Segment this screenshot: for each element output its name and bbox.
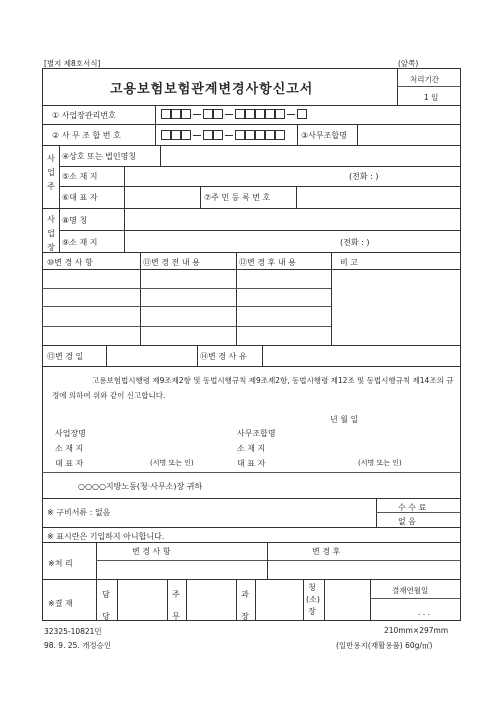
agency-signer-address-label: 소 재 지 (237, 444, 266, 453)
agency-signer-representative-label: 대 표 자 (237, 459, 266, 468)
approval-label: ※결 재 (48, 599, 73, 608)
page-side: (앞쪽) (398, 59, 419, 68)
form-number: [별지 제8호서식] (44, 59, 101, 68)
change-item-header: ⑩변 경 사 항 (47, 258, 93, 267)
signer-representative-label: 대 표 자 (55, 459, 84, 468)
signer-sign-or-seal[interactable]: (서명 또는 인) (150, 459, 194, 467)
addressee: ○○○○지방노동(청·사무소)장 귀하 (78, 482, 203, 491)
employer-group-label: 사 업 주 (47, 154, 55, 191)
processing-period-label: 처리기간 (410, 75, 439, 84)
employer-address-label: ⑤소 재 지 (62, 172, 98, 181)
remarks-header: 비 고 (340, 258, 358, 267)
processing-label: ※처 리 (48, 559, 73, 568)
approval-section-chief-cell[interactable]: 과 장 (241, 590, 249, 621)
resident-number-label: ⑦주 민 등 록 번 호 (204, 193, 271, 202)
form-code: 32325-10821민 (44, 627, 102, 636)
processing-after-header: 변 경 후 (312, 547, 341, 556)
paper-size: 210mm×297mm (384, 626, 449, 635)
before-content-header: ⑪변 경 전 내 용 (143, 258, 200, 267)
after-content-header: ⑫변 경 후 내 용 (239, 258, 296, 267)
signer-address-label: 소 재 지 (55, 444, 84, 453)
workplace-phone[interactable]: (전화 : ) (340, 238, 370, 247)
processing-change-header: 변 경 사 항 (132, 547, 171, 556)
fee-label: 수 수 료 (398, 503, 427, 512)
form-title: 고용보험보험관계변경사항신고서 (110, 82, 314, 97)
workplace-name-label: ⑧명 칭 (62, 216, 88, 225)
change-date-label: ⑬변 경 일 (47, 352, 84, 361)
approval-date-label: 결재연월일 (392, 586, 429, 595)
fee-value: 없 음 (398, 517, 416, 526)
representative-label: ⑥대 표 자 (62, 193, 98, 202)
agency-number-label: ② 사 무 조 합 번 호 (52, 131, 121, 140)
business-id-label: ① 사업장관리번호 (52, 111, 116, 120)
approval-officer-cell[interactable]: 주 무 (172, 590, 180, 621)
agency-sign-or-seal[interactable]: (서명 또는 인) (358, 459, 402, 467)
agency-signer-name-label: 사무조합명 (237, 429, 276, 438)
office-use-note: ※ 표시란은 기입하지 아니합니다. (47, 532, 165, 541)
paper-spec: (일반용지(재활용품) 60g/㎡) (336, 641, 433, 650)
approval-director-cell[interactable]: 청 (소) 장 (306, 583, 320, 616)
required-documents: ※ 구비서류 : 없음 (47, 508, 111, 517)
employer-phone[interactable]: (전화 : ) (349, 172, 379, 181)
declaration-date[interactable]: 년 월 일 (330, 415, 359, 424)
change-reason-label: ⑭변 경 사 유 (200, 352, 247, 361)
declaration-text: 고용보험법시행령 제9조제2항 및 동법시행규칙 제9조제2항, 동법시행령 제12조 및 동법시행규칙 제14조의 규정에 의하여 위와 같이 신고합니다. (52, 376, 454, 400)
company-name-label: ④상호 또는 법인명칭 (62, 152, 137, 161)
signer-business-name-label: 사업장명 (55, 429, 86, 438)
workplace-group-label: 사 업 장 (47, 215, 55, 252)
agency-name-label: ③사무조합명 (301, 131, 347, 140)
approval-date-value[interactable]: . . . (418, 608, 430, 617)
processing-period-value: 1 일 (424, 93, 439, 102)
approval-date-note: 98. 9. 25. 개정승인 (44, 641, 112, 650)
approval-staff-cell[interactable]: 담 당 (102, 590, 110, 621)
workplace-address-label: ⑨소 재 지 (62, 238, 98, 247)
